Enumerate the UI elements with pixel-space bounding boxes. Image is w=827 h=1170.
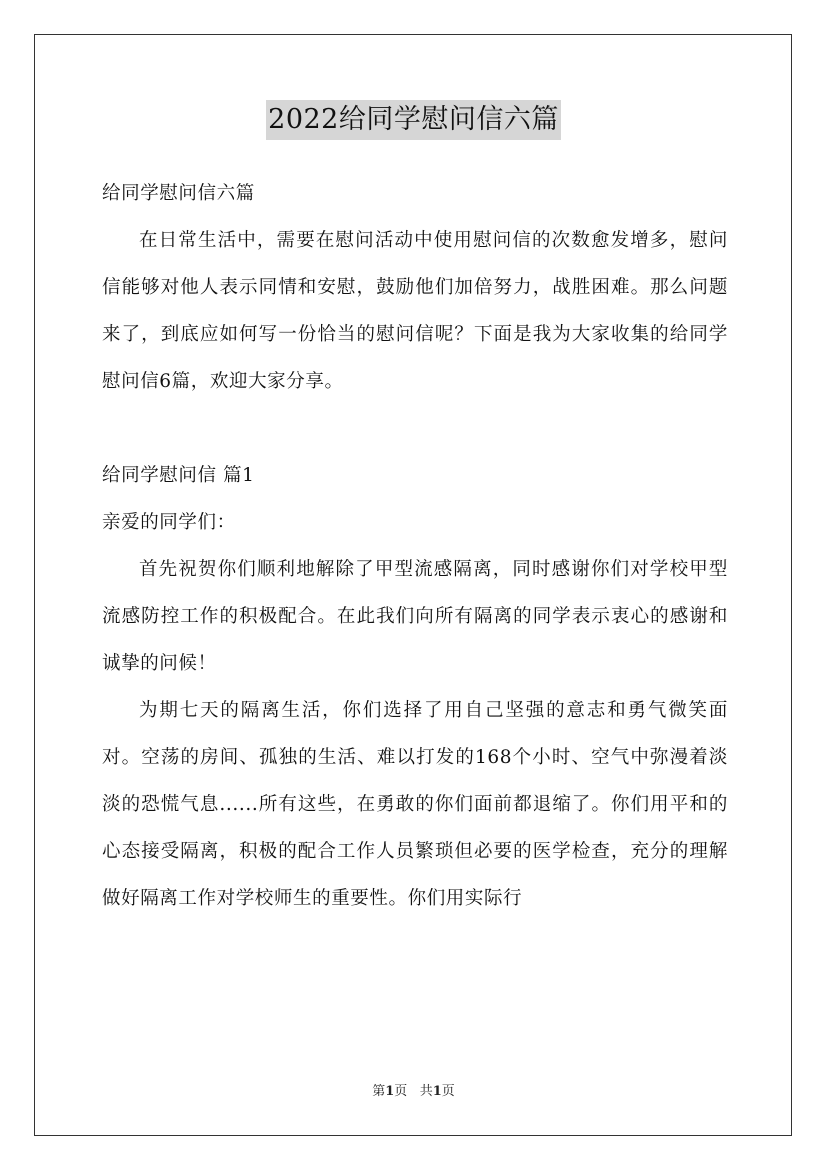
body-paragraph-1: 首先祝贺你们顺利地解除了甲型流感隔离，同时感谢你们对学校甲型流感防控工作的积极配合。在此我们向所有隔离的同学表示衷心的感谢和诚挚的问候！	[102, 559, 728, 674]
body-paragraph-2: 为期七天的隔离生活，你们选择了用自己坚强的意志和勇气微笑面对。空荡的房间、孤独的生活、难以打发的168个小时、空气中弥漫着淡淡的恐慌气息......所有这些，在勇敢的你们面前都退缩了。你们用平和的心态接受隔离，积极的配合工作人员繁琐但必要的医学检查，充分的理解做好隔离工作对学校师生的重要性。你们用实际行	[102, 700, 728, 909]
document-heading: 给同学慰问信六篇	[102, 183, 255, 204]
page-suffix: 页	[394, 1084, 408, 1099]
page-number: 1	[385, 1084, 395, 1099]
document-title: 2022给同学慰问信六篇	[266, 100, 561, 140]
salutation: 亲爱的同学们：	[102, 512, 236, 533]
page-footer	[0, 1083, 827, 1101]
intro-paragraph: 在日常生活中，需要在慰问活动中使用慰问信的次数愈发增多，慰问信能够对他人表示同情和安慰，鼓励他们加倍努力，战胜困难。那么问题来了，到底应如何写一份恰当的慰问信呢？下面是我为大家收集的给同学慰问信6篇，欢迎大家分享。	[102, 230, 728, 392]
paragraph-gap	[102, 405, 728, 452]
total-pages: 1	[432, 1084, 442, 1099]
page-prefix: 第	[372, 1084, 386, 1099]
title-container	[0, 100, 827, 140]
document-body	[102, 170, 728, 922]
section-heading: 给同学慰问信 篇1	[102, 465, 255, 486]
total-prefix: 共	[419, 1084, 433, 1099]
total-suffix: 页	[441, 1084, 455, 1099]
